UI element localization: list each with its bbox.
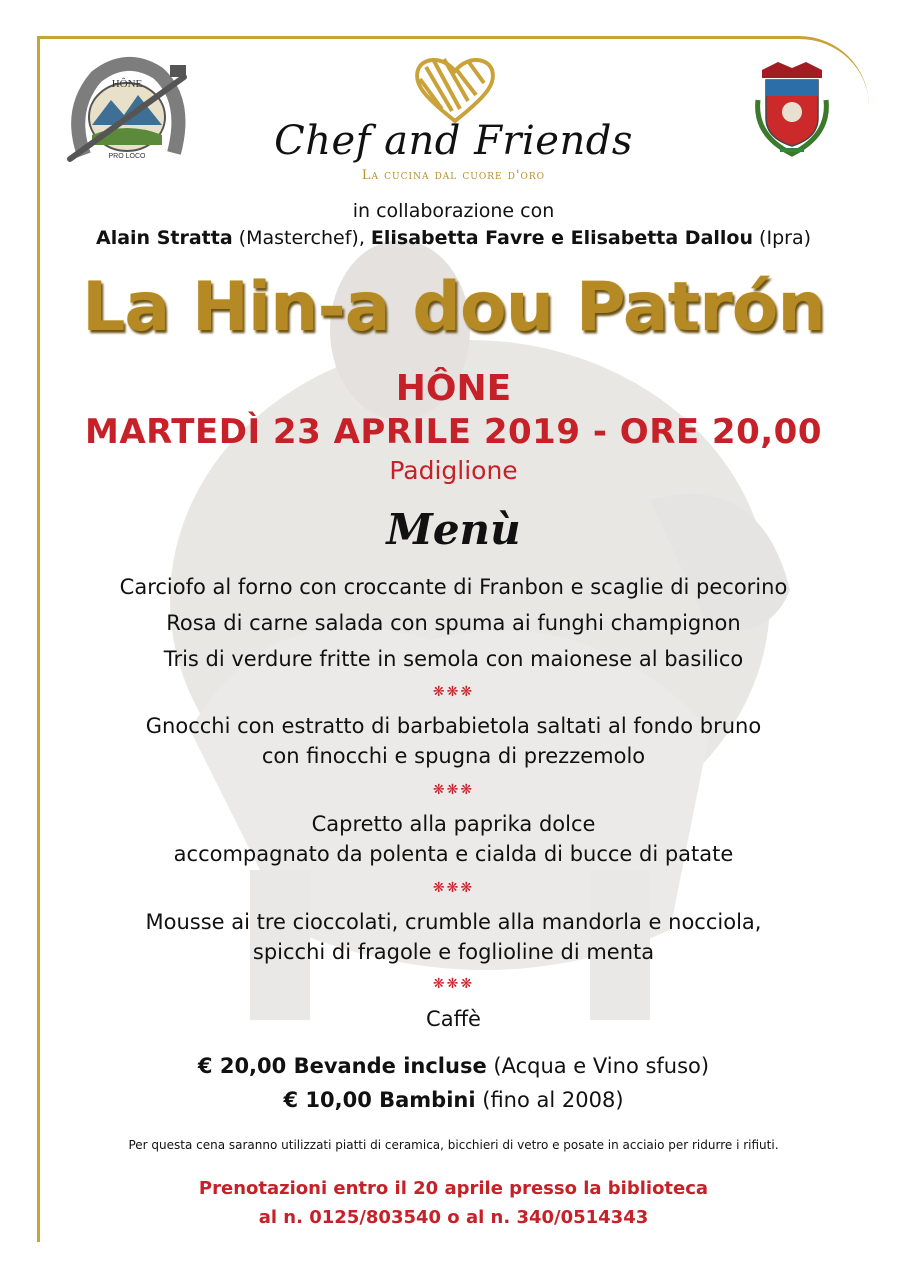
collaborators-line — [0, 227, 907, 249]
menu-item: Tris di verdure fritte in semola con maionese al basilico — [163, 647, 744, 671]
collaborator-role-1: (Masterchef), — [232, 227, 371, 249]
menu-item: Gnocchi con estratto di barbabietola saltati al fondo bruno — [145, 714, 762, 738]
menu-item: Mousse ai tre cioccolati, crumble alla mandorla e nocciola, — [145, 910, 762, 934]
price-child — [0, 1088, 907, 1112]
menu-separator: ❋❋❋ — [432, 976, 475, 992]
price-adult — [0, 1054, 907, 1078]
menu-item: Rosa di carne salada con spuma ai funghi champignon — [166, 611, 741, 635]
collaborator-role-2: (Ipra) — [753, 227, 811, 249]
brand-name: Chef and Friends — [274, 118, 633, 164]
menu-heading: Menù — [386, 505, 521, 554]
event-venue: Padiglione — [389, 456, 518, 485]
collaboration-intro: in collaborazione con — [352, 200, 555, 222]
price-adult-amount: € 20,00 Bevande incluse — [197, 1054, 487, 1078]
menu-separator: ❋❋❋ — [432, 684, 475, 700]
event-title: La Hin-a dou Patrón — [82, 268, 825, 347]
menu-item: Capretto alla paprika dolce — [311, 812, 596, 836]
menu-item: Carciofo al forno con croccante di Franbon e scaglie di pecorino — [119, 575, 788, 599]
price-child-amount: € 10,00 Bambini — [283, 1088, 476, 1112]
booking-line-2: al n. 0125/803540 o al n. 340/0514343 — [258, 1207, 649, 1228]
menu-item: accompagnato da polenta e cialda di bucce di patate — [173, 842, 734, 866]
sustainability-note: Per questa cena saranno utilizzati piatti di ceramica, bicchieri di vetro e posate in acciaio per ridurre i rifiuti. — [128, 1138, 779, 1152]
brand-tagline: La cucina dal cuore d'oro — [361, 168, 546, 183]
event-date: MARTEDÌ 23 APRILE 2019 - ORE 20,00 — [85, 412, 822, 452]
collaborator-name-1: Alain Stratta — [96, 227, 233, 249]
menu-coffee: Caffè — [426, 1007, 481, 1031]
svg-text:PRO LOCO: PRO LOCO — [108, 153, 146, 160]
price-child-note: (fino al 2008) — [475, 1088, 624, 1112]
golden-heart-icon — [412, 55, 498, 123]
menu-item: spicchi di fragole e foglioline di menta — [252, 940, 655, 964]
booking-line-1: Prenotazioni entro il 20 aprile presso la biblioteca — [198, 1178, 709, 1199]
event-place: HÔNE — [395, 368, 512, 409]
collaborator-name-2: Elisabetta Favre e Elisabetta Dallou — [370, 227, 754, 249]
menu-separator: ❋❋❋ — [432, 782, 475, 798]
menu-separator: ❋❋❋ — [432, 880, 475, 896]
svg-text:HÔNE: HÔNE — [111, 78, 143, 90]
price-adult-note: (Acqua e Vino sfuso) — [486, 1054, 710, 1078]
menu-item: con finocchi e spugna di prezzemolo — [261, 744, 646, 768]
